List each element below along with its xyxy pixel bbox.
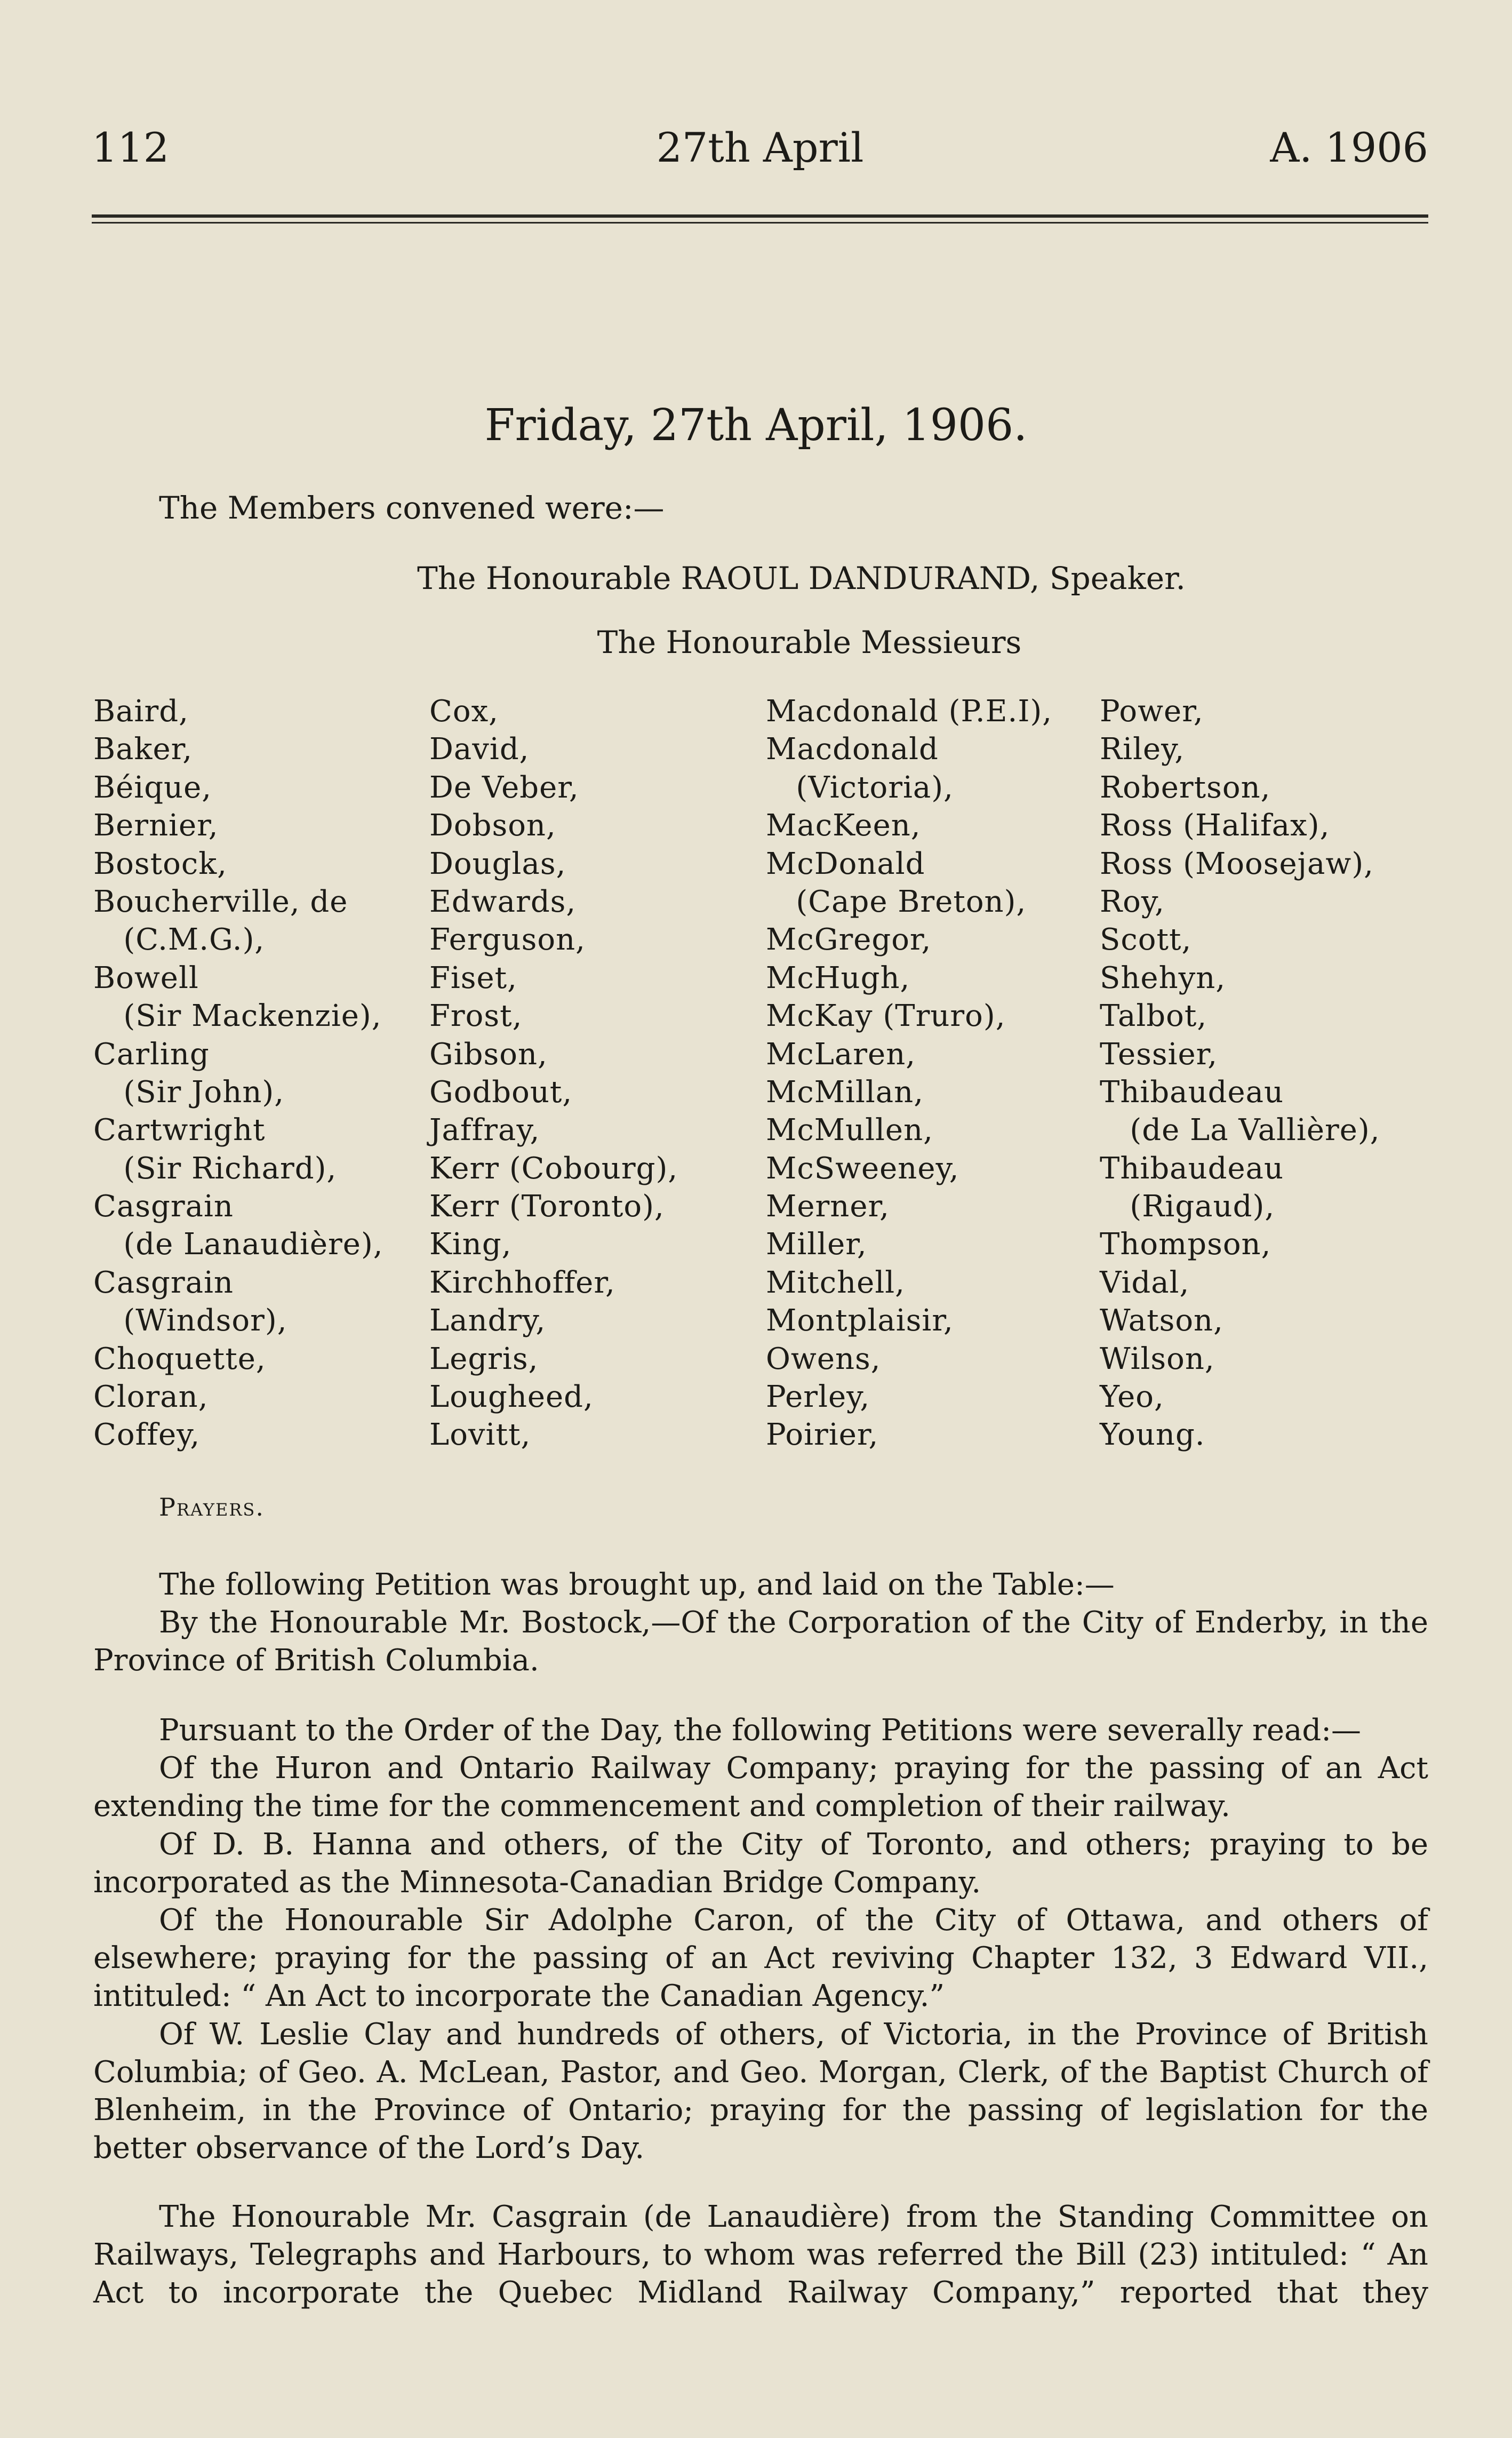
- running-header: [92, 124, 1428, 172]
- member-name: McMullen,: [766, 1113, 933, 1148]
- paragraph: Of W. Leslie Clay and hundreds of others, of Victoria, in the Province of British Columbia; of Geo. A. McLean, Pastor, and Geo. Morgan, Clerk, of the Baptist Church of Blenheim, in the Province of Ontario; praying for the passing of legislation for the better observance of the Lord’s Day.: [93, 2017, 1428, 2166]
- member-name: Boucherville, de: [93, 884, 348, 919]
- page-number: 112: [92, 124, 170, 171]
- member-name: Watson,: [1100, 1303, 1223, 1338]
- member-name: Bowell: [93, 960, 199, 995]
- member-name: McSweeney,: [766, 1151, 959, 1186]
- member-name: McKay (Truro),: [766, 999, 1006, 1034]
- order-of-day-block: [93, 1711, 1428, 2167]
- member-name: Bernier,: [93, 808, 219, 843]
- member-name: Landry,: [429, 1303, 546, 1338]
- member-name: Baird,: [93, 694, 189, 729]
- member-name: Coffey,: [93, 1417, 201, 1453]
- member-name: Power,: [1100, 694, 1204, 729]
- members-column-4: [1100, 692, 1380, 1454]
- member-name: McLaren,: [766, 1037, 916, 1072]
- member-name: Frost,: [429, 999, 523, 1034]
- member-name: Yeo,: [1100, 1380, 1164, 1415]
- speaker-line: The Honourable RAOUL DANDURAND, Speaker.: [417, 560, 1186, 596]
- member-name: (Windsor),: [93, 1303, 287, 1338]
- members-column-2: [429, 692, 678, 1454]
- member-name: Béique,: [93, 770, 212, 805]
- member-name: (de La Vallière),: [1100, 1113, 1380, 1148]
- member-name: (Sir John),: [93, 1074, 285, 1110]
- header-year: A. 1906: [1270, 124, 1428, 171]
- member-name: Carling: [93, 1037, 210, 1072]
- member-name: Casgrain: [93, 1265, 234, 1300]
- paragraph: By the Honourable Mr. Bostock,—Of the Corporation of the City of Enderby, in the Province of British Columbia.: [93, 1605, 1428, 1678]
- member-name: Godbout,: [429, 1074, 573, 1110]
- member-name: Shehyn,: [1100, 960, 1226, 995]
- member-name: De Veber,: [429, 770, 579, 805]
- member-name: Merner,: [766, 1189, 890, 1224]
- member-name: Vidal,: [1100, 1265, 1190, 1300]
- paragraph: Pursuant to the Order of the Day, the following Petitions were severally read:—: [159, 1713, 1362, 1748]
- member-name: David,: [429, 732, 530, 767]
- member-name: Young.: [1100, 1417, 1205, 1453]
- member-name: Fiset,: [429, 960, 517, 995]
- messieurs-line: The Honourable Messieurs: [597, 624, 1022, 660]
- paragraph: Of the Huron and Ontario Railway Company; praying for the passing of an Act extending the time for the commencement and completion of their railway.: [93, 1751, 1428, 1824]
- prayers-heading: Prayers.: [159, 1493, 265, 1521]
- member-name: (Victoria),: [766, 770, 954, 805]
- member-name: McHugh,: [766, 960, 910, 995]
- member-name: Ross (Moosejaw),: [1100, 846, 1374, 881]
- member-name: Ross (Halifax),: [1100, 808, 1330, 843]
- paragraph: Of the Honourable Sir Adolphe Caron, of the City of Ottawa, and others of elsewhere; praying for the passing of an Act reviving Chapter 132, 3 Edward VII., intituled: “ An Act to incorporate the Canadian Agency.”: [93, 1903, 1428, 2014]
- member-name: (Cape Breton),: [766, 884, 1027, 919]
- member-name: Lovitt,: [429, 1417, 531, 1453]
- member-name: McDonald: [766, 846, 925, 881]
- member-name: Dobson,: [429, 808, 556, 843]
- member-name: Thibaudeau: [1100, 1151, 1284, 1186]
- member-name: Gibson,: [429, 1037, 548, 1072]
- paragraph: The following Petition was brought up, and laid on the Table:—: [159, 1567, 1115, 1602]
- member-name: Cloran,: [93, 1380, 209, 1415]
- member-name: Poirier,: [766, 1417, 879, 1453]
- member-name: Macdonald: [766, 732, 939, 767]
- member-name: Edwards,: [429, 884, 577, 919]
- member-name: Kerr (Toronto),: [429, 1189, 665, 1224]
- member-name: Cartwright: [93, 1113, 266, 1148]
- member-name: Kerr (Cobourg),: [429, 1151, 678, 1186]
- sitting-date-title: Friday, 27th April, 1906.: [484, 400, 1028, 451]
- header-rule-thin: [92, 222, 1428, 224]
- member-name: Perley,: [766, 1380, 870, 1415]
- petition-block: [93, 1566, 1428, 1680]
- member-name: Miller,: [766, 1227, 867, 1262]
- header-date: 27th April: [656, 124, 864, 171]
- member-name: (de Lanaudière),: [93, 1227, 383, 1262]
- members-intro: The Members convened were:—: [159, 490, 665, 526]
- member-name: MacKeen,: [766, 808, 921, 843]
- member-name: (Rigaud),: [1100, 1189, 1275, 1224]
- header-rule-thick: [92, 214, 1428, 218]
- paragraph: Of D. B. Hanna and others, of the City of Toronto, and others; praying to be incorporated as the Minnesota-Canadian Bridge Company.: [93, 1827, 1428, 1900]
- member-name: Douglas,: [429, 846, 566, 881]
- member-name: Wilson,: [1100, 1341, 1215, 1376]
- member-name: Riley,: [1100, 732, 1185, 767]
- member-name: (C.M.G.),: [93, 922, 265, 958]
- member-name: Legris,: [429, 1341, 539, 1376]
- members-column-1: [93, 692, 383, 1454]
- committee-report-block: [93, 2198, 1428, 2312]
- member-name: Roy,: [1100, 884, 1165, 919]
- member-name: Mitchell,: [766, 1265, 905, 1300]
- member-name: Casgrain: [93, 1189, 234, 1224]
- member-name: Ferguson,: [429, 922, 586, 958]
- members-column-3: [766, 692, 1052, 1454]
- member-name: Montplaisir,: [766, 1303, 954, 1338]
- member-name: Baker,: [93, 732, 193, 767]
- member-name: Lougheed,: [429, 1380, 594, 1415]
- member-name: Jaffray,: [429, 1113, 540, 1148]
- member-name: Scott,: [1100, 922, 1192, 958]
- member-name: McMillan,: [766, 1074, 924, 1110]
- member-name: Owens,: [766, 1341, 881, 1376]
- paragraph: The Honourable Mr. Casgrain (de Lanaudière) from the Standing Committee on Railways, Telegraphs and Harbours, to whom was referred the Bill (23) intituled: “ An Act to incorporate the Quebec Midland Railway Company,” reported that they: [93, 2200, 1428, 2310]
- member-name: Thibaudeau: [1100, 1074, 1284, 1110]
- member-name: Macdonald (P.E.I),: [766, 694, 1053, 729]
- member-name: McGregor,: [766, 922, 932, 958]
- member-name: Tessier,: [1100, 1037, 1218, 1072]
- member-name: (Sir Mackenzie),: [93, 999, 382, 1034]
- member-name: Kirchhoffer,: [429, 1265, 615, 1300]
- member-name: Robertson,: [1100, 770, 1271, 805]
- member-name: King,: [429, 1227, 512, 1262]
- member-name: Choquette,: [93, 1341, 266, 1376]
- member-name: Talbot,: [1100, 999, 1207, 1034]
- member-name: (Sir Richard),: [93, 1151, 337, 1186]
- member-name: Cox,: [429, 694, 499, 729]
- member-name: Thompson,: [1100, 1227, 1271, 1262]
- member-name: Bostock,: [93, 846, 227, 881]
